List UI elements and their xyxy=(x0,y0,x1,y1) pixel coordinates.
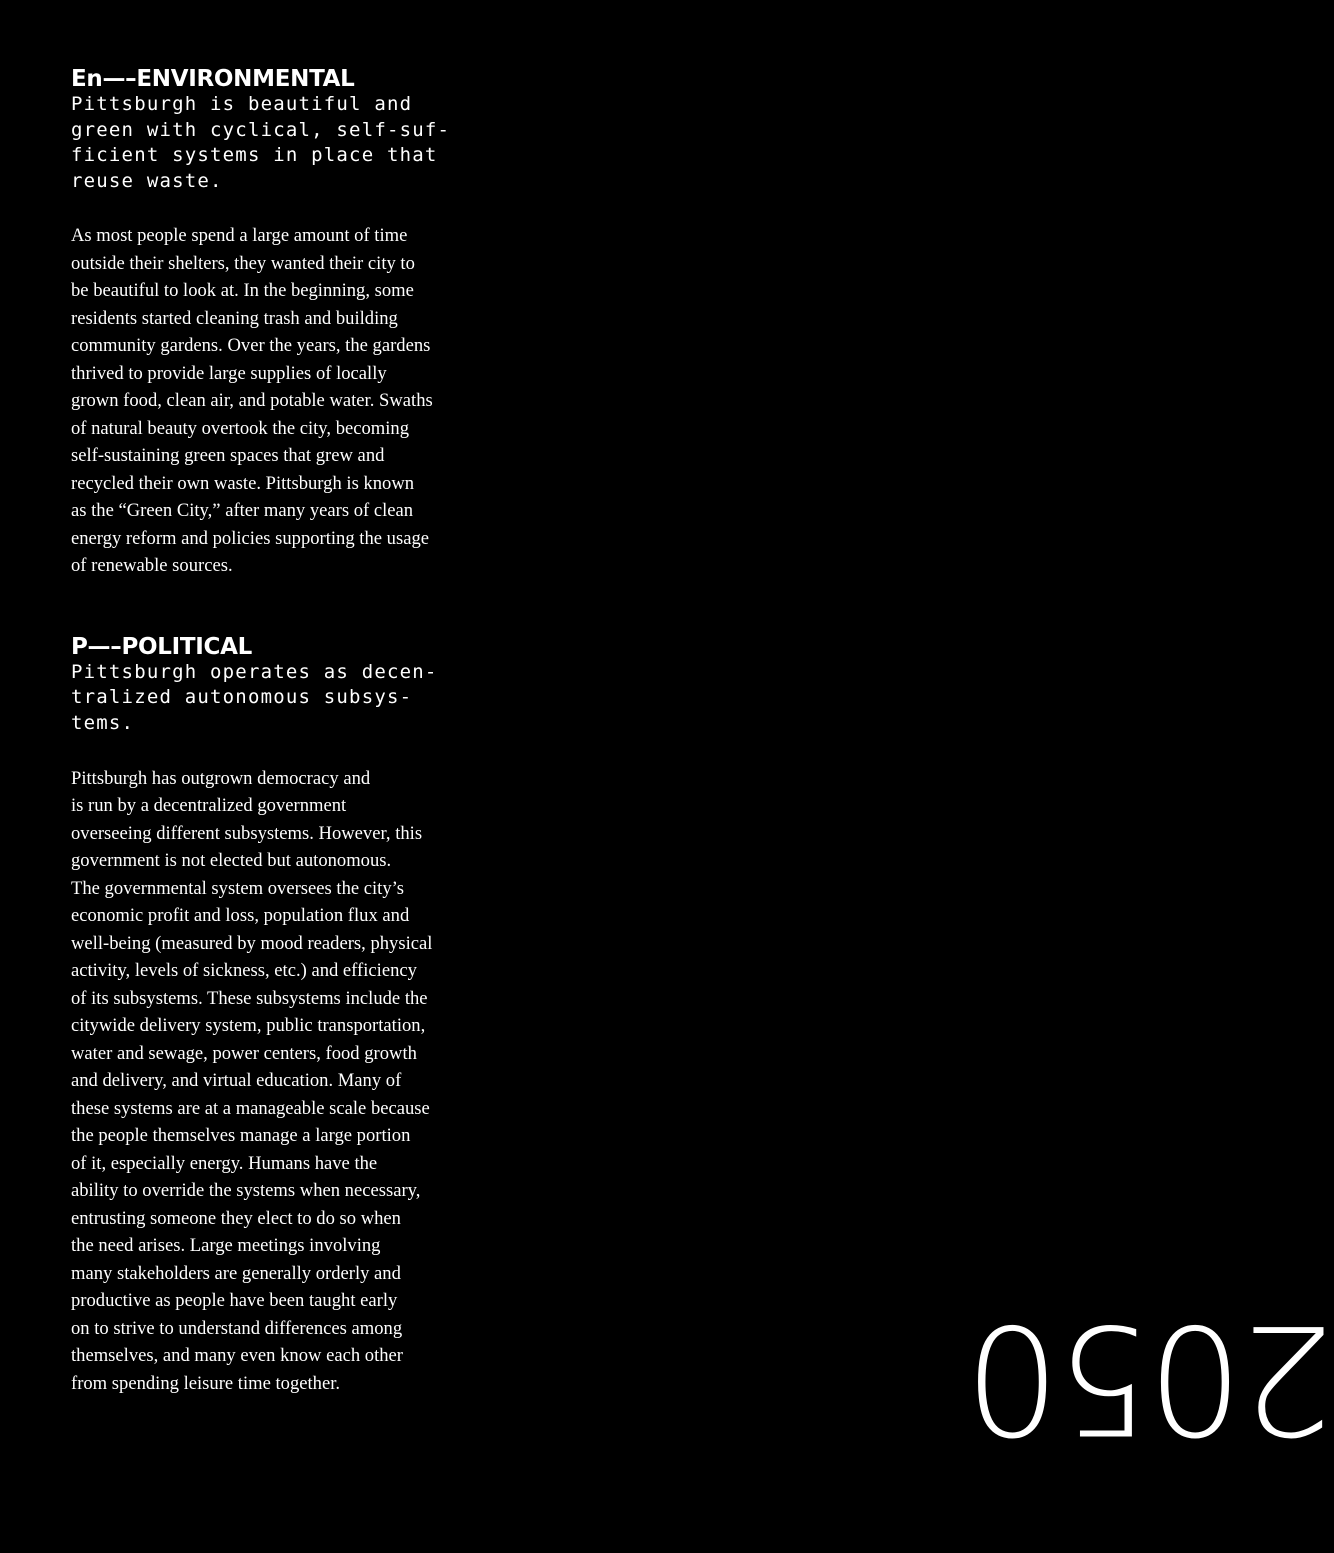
year-label-text: 2050 xyxy=(968,1291,1334,1465)
body-line: recycled their own waste. Pittsburgh is known xyxy=(71,472,415,494)
body-line: water and sewage, power centers, food growth xyxy=(71,1042,417,1064)
environmental-heading: En—–ENVIRONMENTAL xyxy=(71,66,355,92)
body-line: the need arises. Large meetings involving xyxy=(71,1235,381,1257)
content-column xyxy=(71,64,471,1397)
summary-line: ficient systems in place that xyxy=(71,144,438,167)
body-line: ability to override the systems when necessary, xyxy=(71,1180,421,1202)
political-section xyxy=(71,632,471,1397)
body-line: is run by a decentralized government xyxy=(71,795,347,817)
body-line: residents started cleaning trash and building xyxy=(71,307,398,329)
body-line: As most people spend a large amount of time xyxy=(71,225,408,247)
body-line: be beautiful to look at. In the beginning, some xyxy=(71,280,414,302)
body-line: activity, levels of sickness, etc.) and efficiency xyxy=(71,960,417,982)
body-line: the people themselves manage a large portion xyxy=(71,1125,411,1147)
environmental-summary xyxy=(71,92,471,194)
environmental-section xyxy=(71,64,471,580)
body-line: these systems are at a manageable scale because xyxy=(71,1097,430,1119)
summary-line: reuse waste. xyxy=(71,169,223,192)
body-line: community gardens. Over the years, the gardens xyxy=(71,335,431,357)
summary-line: green with cyclical, self-suf- xyxy=(71,118,451,141)
body-line: productive as people have been taught early xyxy=(71,1290,398,1312)
body-line: as the “Green City,” after many years of clean xyxy=(71,500,414,522)
body-line: self-sustaining green spaces that grew and xyxy=(71,445,385,467)
body-line: of it, especially energy. Humans have the xyxy=(71,1152,378,1174)
body-line: from spending leisure time together. xyxy=(71,1372,341,1394)
body-line: government is not elected but autonomous. xyxy=(71,850,392,872)
body-line: citywide delivery system, public transportation, xyxy=(71,1015,426,1037)
political-body xyxy=(71,765,471,1398)
body-line: overseeing different subsystems. However, this xyxy=(71,822,423,844)
body-line: well-being (measured by mood readers, physical xyxy=(71,932,433,954)
body-line: of its subsystems. These subsystems include the xyxy=(71,987,428,1009)
summary-line: Pittsburgh operates as decen- xyxy=(71,660,438,683)
body-line: and delivery, and virtual education. Many of xyxy=(71,1070,402,1092)
body-line: thrived to provide large supplies of locally xyxy=(71,362,387,384)
summary-line: tralized autonomous subsys- xyxy=(71,686,413,709)
body-line: entrusting someone they elect to do so when xyxy=(71,1207,401,1229)
year-label xyxy=(968,1291,1334,1465)
summary-line: tems. xyxy=(71,712,135,735)
body-line: economic profit and loss, population flux and xyxy=(71,905,410,927)
body-line: themselves, and many even know each other xyxy=(71,1345,403,1367)
body-line: many stakeholders are generally orderly and xyxy=(71,1262,401,1284)
political-summary xyxy=(71,660,471,737)
environmental-body xyxy=(71,222,471,580)
body-line: outside their shelters, they wanted their city to xyxy=(71,252,415,274)
political-heading: P—–POLITICAL xyxy=(71,633,252,660)
summary-line: Pittsburgh is beautiful and xyxy=(71,93,413,115)
body-line: of natural beauty overtook the city, becoming xyxy=(71,417,410,439)
body-line: of renewable sources. xyxy=(71,555,233,577)
body-line: Pittsburgh has outgrown democracy and xyxy=(71,767,371,789)
body-line: The governmental system oversees the city’s xyxy=(71,877,405,899)
body-line: energy reform and policies supporting the usage xyxy=(71,527,430,549)
body-line: grown food, clean air, and potable water. Swaths xyxy=(71,390,433,412)
body-line: on to strive to understand differences among xyxy=(71,1317,403,1339)
